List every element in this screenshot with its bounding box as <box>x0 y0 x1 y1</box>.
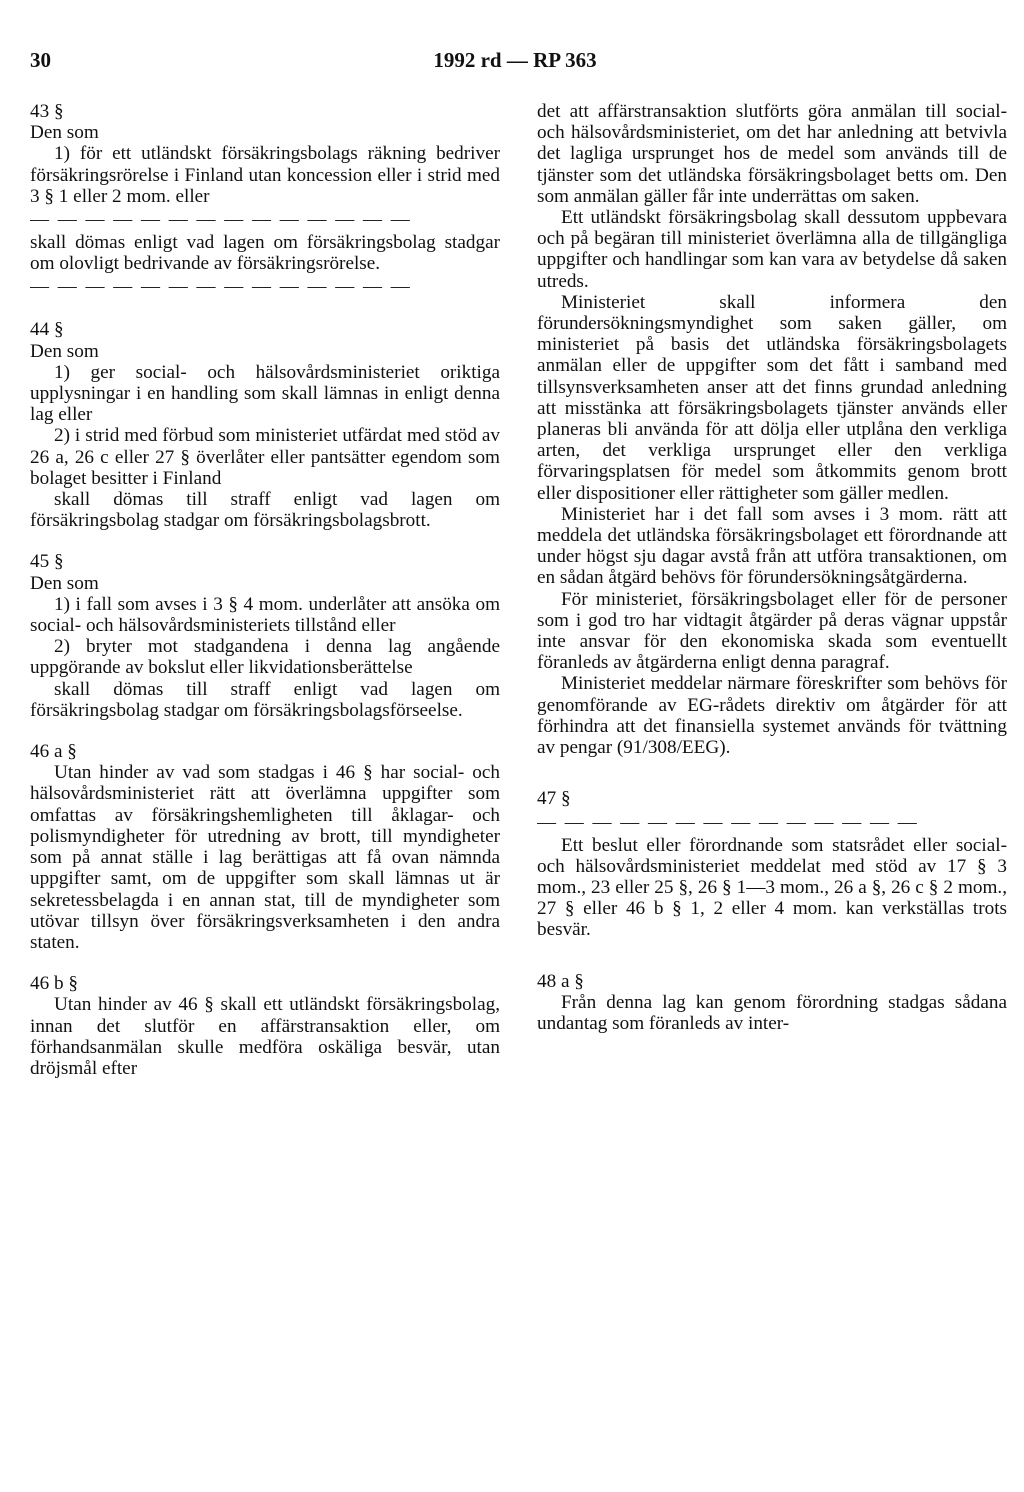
paragraph: För ministeriet, försäkringsbolaget eller för de personer som i god tro har vidtagit åtgärder på deras vägnar uppstår inte ansvar för den ekonomiska skada som eventuellt föranleds av åtgärderna enligt denna paragraf. <box>537 588 1007 674</box>
paragraph: det att affärstransaktion slutförts göra anmälan till social- och hälsovårdsministeriet, om det har anledning att betvivla det lagliga ursprunget hos de medel som används till de tjänster som det utländska försäkringsbolaget betts om. Den som anmälan gäller får inte underrättas om saken. <box>537 101 1007 207</box>
section-heading-46a: 46 a § <box>30 741 77 763</box>
paragraph: Den som <box>30 572 99 594</box>
paragraph: skall dömas till straff enligt vad lagen om försäkringsbolag stadgar om försäkringsbolagsbrott. <box>30 489 500 532</box>
page-header <box>30 48 1000 72</box>
paragraph: 1) i fall som avses i 3 § 4 mom. underlåter att ansöka om social- och hälsovårdsministeriets tillstånd eller <box>30 593 500 637</box>
paragraph: skall dömas enligt vad lagen om försäkringsbolag stadgar om olovligt bedrivande av försäkringsrörelse. <box>30 232 500 275</box>
paragraph: Utan hinder av vad som stadgas i 46 § har social- och hälsovårdsministeriet rätt att överlämna uppgifter som omfattas av försäkringshemligheten till åklagar- och polismyndigheter för utredning av brott, till myndigheter som på annat ställe i lag berättigas att få ovan nämnda uppgifter samt, om de uppgifter som skall lämnas ut är sekretessbelagda i en annan stat, till de myndigheter som utövar tillsyn över försäkringsverksamheten i den andra staten. <box>30 762 500 953</box>
section-heading-45: 45 § <box>30 551 64 573</box>
paragraph: 2) i strid med förbud som ministeriet utfärdat med stöd av 26 a, 26 c eller 27 § överlåter eller pantsätter egendom som bolaget besitter i Finland <box>30 425 500 489</box>
paragraph: Från denna lag kan genom förordning stadgas sådana undantag som föranleds av inter- <box>537 991 1007 1034</box>
section-heading-47: 47 § <box>537 788 571 810</box>
paragraph: Ett utländskt försäkringsbolag skall dessutom uppbevara och på begäran till ministeriet överlämna alla de tillgängliga uppgifter och handlingar som kan vara av betydelse då saken utreds. <box>537 207 1007 292</box>
paragraph: Utan hinder av 46 § skall ett utländskt försäkringsbolag, innan det slutför en affärstransaktion eller, om förhandsanmälan skulle medföra oskäliga besvär, utan dröjsmål efter <box>30 994 500 1079</box>
paragraph: 2) bryter mot stadgandena i denna lag angående uppgörande av bokslut eller likvidationsberättelse <box>30 636 500 679</box>
right-column <box>537 101 1007 1034</box>
section-heading-48a: 48 a § <box>537 970 584 992</box>
paragraph: Den som <box>30 340 99 362</box>
paragraph: Ministeriet meddelar närmare föreskrifter som behövs för genomförande av EG-rådets direktiv om åtgärder för att förhindra att det finansiella systemet används för tvättning av pengar (91/308/EEG). <box>537 673 1007 759</box>
paragraph: skall dömas till straff enligt vad lagen om försäkringsbolag stadgar om försäkringsbolagsförseelse. <box>30 678 500 721</box>
section-heading-44: 44 § <box>30 319 64 341</box>
paragraph: Ministeriet har i det fall som avses i 3 mom. rätt att meddela det utländska försäkringsbolaget ett förordnande att under högst sju dagar avstå från att utföra transaktionen, om en sådan åtgärd behövs för förundersökningsåtgärderna. <box>537 503 1007 589</box>
left-column <box>30 101 500 1079</box>
paragraph: 1) ger social- och hälsovårdsministeriet oriktiga upplysningar i en handling som skall lämnas in enligt denna lag eller <box>30 361 500 426</box>
paragraph: Ministeriet skall informera den förundersökningsmyndighet som saken gäller, om ministeriet på basis det utländska försäkringsbolagets anmälan eller de uppgifter som det fått i samband med tillsynsverksamheten anser att det finns grundad anledning att misstänka att försäkringsbolagets tjänster används eller planeras bli använda för att dölja eller utplåna den verkliga arten, det verkliga ursprunget eller den verkliga förvaringsplatsen för medel som åtkommits genom brott eller dispositioner eller rättigheter som gäller medlen. <box>537 291 1007 504</box>
page-number: 30 <box>30 48 51 72</box>
omission-dashes: — — — — — — — — — — — — — — <box>30 276 412 298</box>
paragraph: Ett beslut eller förordnande som statsrådet eller social- och hälsovårdsministeriet meddelat med stöd av 17 § 3 mom., 23 eller 25 §, 26 § 1—3 mom., 26 a §, 26 c § 2 mom., 27 § eller 46 b § 1, 2 eller 4 mom. kan verkställas trots besvär. <box>537 834 1007 941</box>
section-heading-46b: 46 b § <box>30 973 78 995</box>
paragraph: 1) för ett utländskt försäkringsbolags räkning bedriver försäkringsrörelse i Finland utan koncession eller i strid med 3 § 1 eller 2 mom. eller <box>30 143 500 207</box>
omission-dashes: — — — — — — — — — — — — — — <box>537 811 919 833</box>
paragraph: Den som <box>30 122 99 144</box>
running-title: 1992 rd — RP 363 <box>433 48 597 72</box>
section-heading-43: 43 § <box>30 101 64 122</box>
omission-dashes: — — — — — — — — — — — — — — <box>30 209 412 231</box>
